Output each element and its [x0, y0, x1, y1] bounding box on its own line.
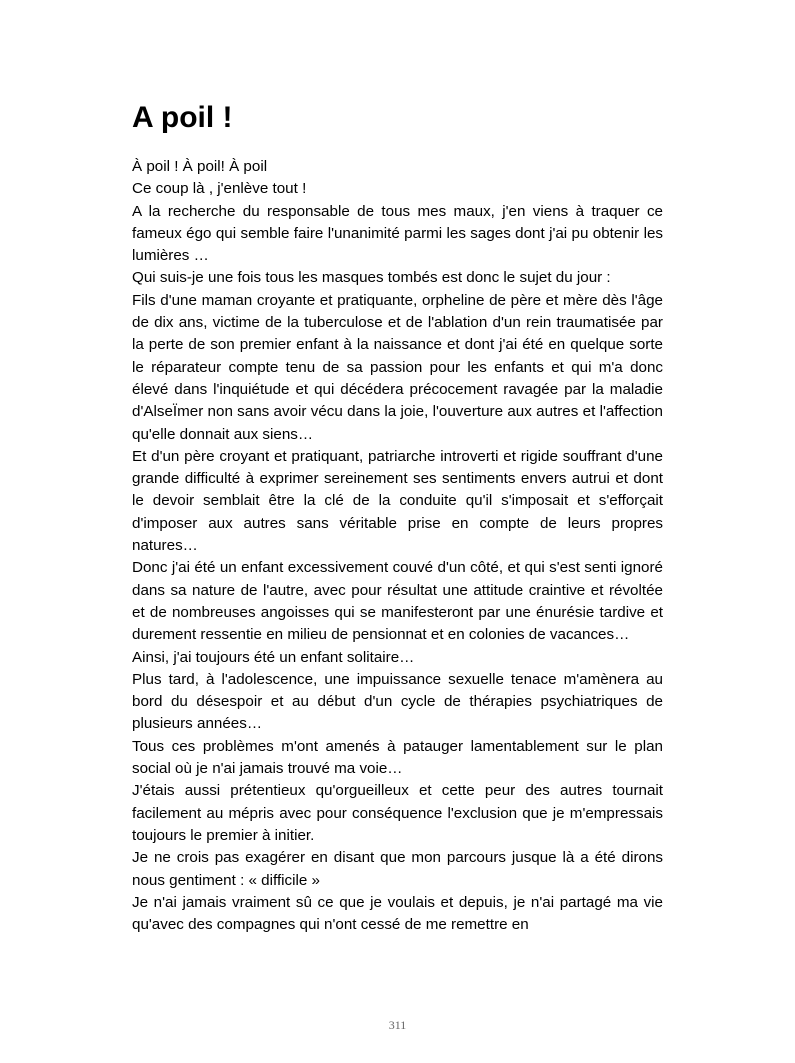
- paragraph: J'étais aussi prétentieux qu'orgueilleux et cette peur des autres tournait facilement au mépris avec pour conséquence l'exclusion que je m'empressais toujours le premier à initier.: [132, 782, 663, 844]
- paragraph: Et d'un père croyant et pratiquant, patriarche introverti et rigide souffrant d'une grande difficulté à exprimer sereinement ses sentiments envers autrui et dont le devoir semblait être la clé de la conduite qu'il s'imposait et s'efforçait d'imposer aux autres sans véritable prise en compte de leurs propres natures…: [132, 447, 663, 555]
- paragraph: Ce coup là , j'enlève tout !: [132, 180, 307, 198]
- paragraph: Je ne crois pas exagérer en disant que mon parcours jusque là a été dirons nous gentiment : « difficile »: [132, 849, 663, 889]
- body-text: [132, 156, 663, 936]
- paragraph: Ainsi, j'ai toujours été un enfant solitaire…: [132, 648, 415, 666]
- chapter-title: A poil !: [132, 101, 233, 134]
- page-number: 311: [388, 1018, 407, 1032]
- paragraph: Qui suis-je une fois tous les masques tombés est donc le sujet du jour :: [132, 269, 611, 287]
- paragraph: Tous ces problèmes m'ont amenés à patauger lamentablement sur le plan social où je n'ai jamais trouvé ma voie…: [132, 737, 663, 778]
- paragraph: Donc j'ai été un enfant excessivement couvé d'un côté, et qui s'est senti ignoré dans sa nature de l'autre, avec pour résultat une attitude craintive et révoltée et de nombreuses angoisses qui se manifesteront par une énurésie tardive et durement ressentie en milieu de pensionnat et en colonies de vacances…: [132, 559, 663, 644]
- paragraph: A la recherche du responsable de tous mes maux, j'en viens à traquer ce fameux égo qui semble faire l'unanimité parmi les sages dont j'ai pu obtenir les lumières …: [132, 202, 663, 265]
- paragraph: Je n'ai jamais vraiment sû ce que je voulais et depuis, je n'ai partagé ma vie qu'avec des compagnes qui n'ont cessé de me remettre en: [132, 893, 663, 934]
- paragraph: À poil ! À poil! À poil: [132, 158, 268, 175]
- paragraph: Plus tard, à l'adolescence, une impuissance sexuelle tenace m'amènera au bord du désespoir et au début d'un cycle de thérapies psychiatriques de plusieurs années…: [132, 670, 663, 733]
- paragraph: Fils d'une maman croyante et pratiquante, orpheline de père et mère dès l'âge de dix ans, victime de la tuberculose et de l'ablation d'un rein traumatisée par la perte de son premier enfant à la naissance et dont j'ai été en quelque sorte le réparateur compte tenu de sa passion pour les enfants et qui m'a donc élevé dans l'inquiétude et qui décédera précocement ravagée par la maladie d'AlseÏmer non sans avoir vécu dans la joie, l'ouverture aux autres et l'affection qu'elle donnait aux siens…: [132, 291, 663, 443]
